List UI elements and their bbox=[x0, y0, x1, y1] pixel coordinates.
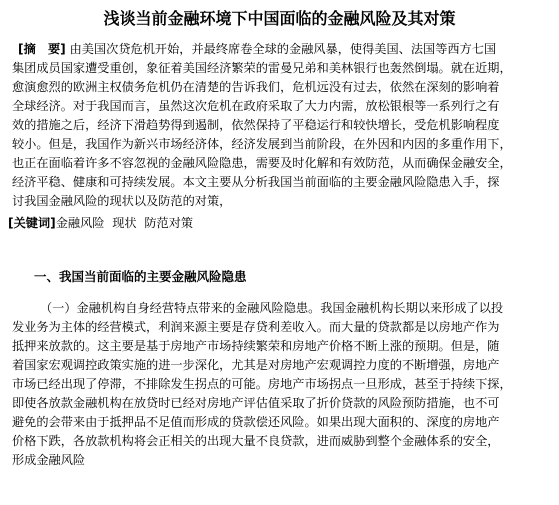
abstract-text-line: 愈演愈烈的欧洲主权债务危机仍在清楚的告诉我们，危机远没有过去，依然在深刻的影响着 bbox=[12, 80, 500, 94]
section-text-line: 即使各放款金融机构在放贷时已经对房地产评估值采取了折价贷款的风险预防措施，也不可 bbox=[12, 396, 500, 410]
abstract-label: [摘 要] bbox=[18, 42, 66, 56]
keywords-label: [关键词] bbox=[8, 216, 56, 230]
abstract-text-line: 也正在面临着许多不容忽视的金融风险隐患，需要及时化解和有效防范，从而确保金融安全， bbox=[12, 156, 512, 170]
abstract-text-line: 效的措施之后，经济下滑趋势得到遏制，依然保持了平稳运行和较快增长，受危机影响程度 bbox=[12, 118, 500, 132]
section-text-line: 市场已经出现了停滞，不排除发生拐点的可能。房地产市场拐点一旦形成，甚至于持续下探， bbox=[12, 377, 512, 391]
section-heading: 一、我国当前面临的主要金融风险隐患 bbox=[34, 269, 247, 284]
keywords-line bbox=[8, 214, 193, 233]
section-text-line: 着国家宏观调控政策实施的进一步深化，尤其是对房地产宏观调控力度的不断增强，房地产 bbox=[12, 358, 500, 372]
section-text-line: 抵押来放款的。这主要是基于房地产市场持续繁荣和房地产价格不断上涨的预期。但是，随 bbox=[12, 339, 500, 353]
section-text-line: （一）金融机构自身经营特点带来的金融风险隐患。我国金融机构长期以来形成了以投 bbox=[40, 301, 504, 315]
section-text-line: 发业务为主体的经营模式，利润来源主要是存贷利差收入。而大量的贷款都是以房地产作为 bbox=[12, 320, 500, 334]
abstract-text-line: 集团成员国家遭受重创，象征着美国经济繁荣的雷曼兄弟和美林银行也轰然倒塌。就在近期， bbox=[12, 61, 512, 75]
section-text-line: 避免的会带来由于抵押品不足值而形成的贷款偿还风险。如果出现大面积的、深度的房地产 bbox=[12, 415, 500, 429]
section-text-line: 价格下跌，各放款机构将会正相关的出现大量不良贷款，进而威胁到整个金融体系的安全， bbox=[12, 434, 500, 448]
abstract-first-line bbox=[18, 40, 496, 59]
document-title: 浅谈当前金融环境下中国面临的金融风险及其对策 bbox=[103, 9, 456, 28]
keywords-text: 金融风险 现状 防范对策 bbox=[55, 216, 194, 230]
section-text-line: 形成金融风险 bbox=[12, 453, 86, 467]
abstract-text-line: 由美国次贷危机开始，并最终席卷全球的金融风暴，使得美国、法国等西方七国 bbox=[69, 42, 497, 56]
abstract-text-line: 全球经济。对于我国而言，虽然这次危机在政府采取了大力内需，放松银根等一系列行之有 bbox=[12, 99, 500, 113]
abstract-text-line: 经济平稳、健康和可持续发展。本文主要从分析我国当前面临的主要金融风险隐患入手，探 bbox=[12, 175, 500, 189]
abstract-text-line: 讨我国金融风险的现状以及防范的对策， bbox=[12, 194, 232, 208]
abstract-text-line: 较小。但是，我国作为新兴市场经济体，经济发展到当前阶段，在外因和内因的多重作用下， bbox=[12, 137, 512, 151]
